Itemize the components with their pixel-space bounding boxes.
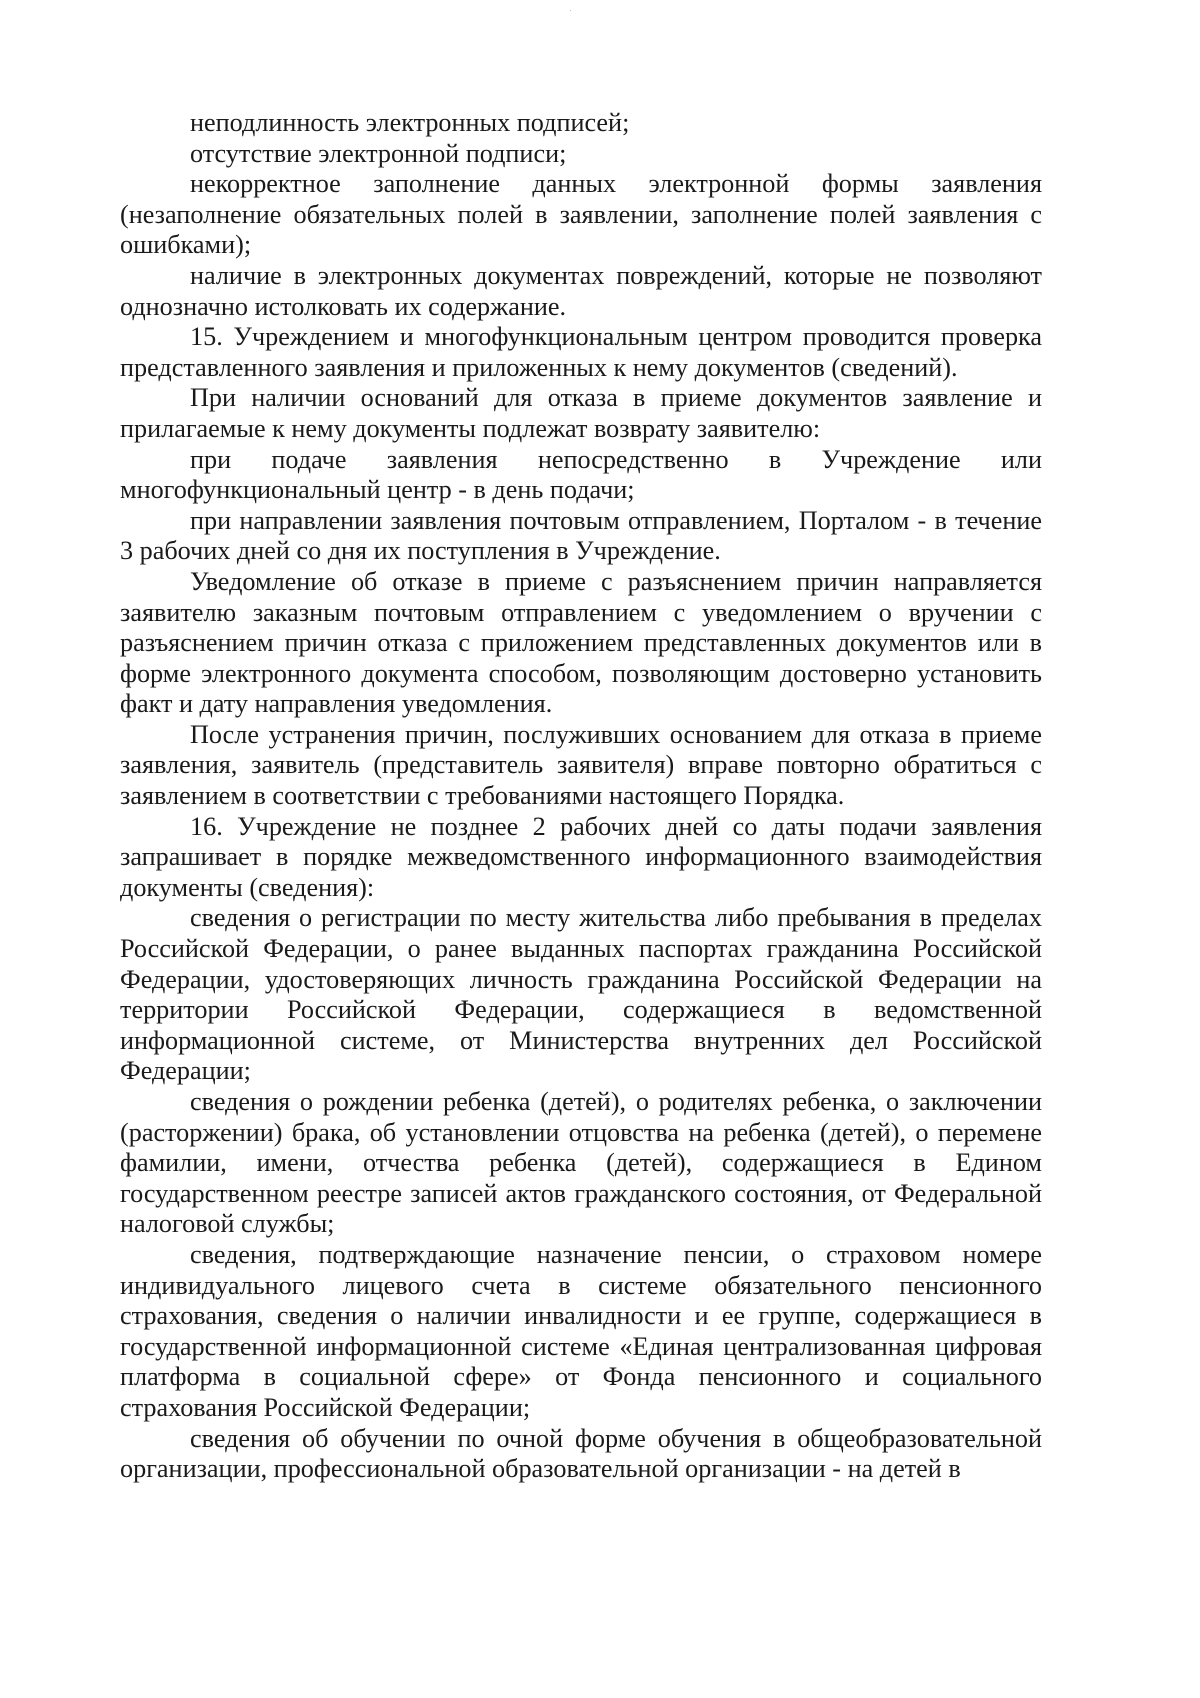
paragraph-refusal-grounds: При наличии оснований для отказа в приеме документов заявление и прилагаемые к нему документы подлежат возврату заявителю: <box>120 383 1042 443</box>
paragraph-invalid-signatures: неподлинность электронных подписей; <box>190 108 630 137</box>
paragraph-damaged-documents: наличие в электронных документах повреждений, которые не позволяют однозначно истолковать их содержание. <box>120 260 1042 321</box>
paragraph-refusal-notice: Уведомление об отказе в приеме с разъяснением причин направляется заявителю заказным почтовым отправлением с уведомлением о вручении с разъяснением причин отказа с приложением представленных документов или в форме электронного документа способом, позволяющим достоверно установить факт и дату направления уведомления. <box>120 566 1042 719</box>
paragraph-education-info: сведения об обучении по очной форме обучения в общеобразовательной организации, профессиональной образовательной организации - на детей в <box>120 1423 1042 1484</box>
scan-speck <box>570 10 571 11</box>
paragraph-direct-submission: при подаче заявления непосредственно в Учреждение или многофункциональный центр - в день подачи; <box>120 444 1042 505</box>
paragraph-registration-info: сведения о регистрации по месту жительства либо пребывания в пределах Российской Федерации, о ранее выданных паспортах гражданина Российской Федерации, удостоверяющих личность гражданина Российской Федерации на территории Российской Федерации, содержащиеся в ведомственной информационной системе, от Министерства внутренних дел Российской Федерации; <box>120 903 1042 1086</box>
paragraph-missing-signature: отсутствие электронной подписи; <box>190 138 567 168</box>
paragraph-mail-portal-submission: при направлении заявления почтовым отправлением, Порталом - в течение 3 рабочих дней со дня их поступления в Учреждение. <box>120 505 1042 566</box>
paragraph-reapplication: После устранения причин, послуживших основанием для отказа в приеме заявления, заявитель (представитель заявителя) вправе повторно обратиться с заявлением в соответствии с требованиями настоящего Порядка. <box>120 719 1042 811</box>
paragraph-pension-info: сведения, подтверждающие назначение пенсии, о страховом номере индивидуального лицевого счета в системе обязательного пенсионного страхования, сведения о наличии инвалидности и ее группе, содержащиеся в государственной информационной системе «Единая централизованная цифровая платформа в социальной сфере» от Фонда пенсионного и социального страхования Российской Федерации; <box>120 1239 1042 1422</box>
paragraph-birth-info: сведения о рождении ребенка (детей), о родителях ребенка, о заключении (расторжении) брака, об установлении отцовства на ребенка (детей), о перемене фамилии, имени, отчества ребенка (детей), содержащиеся в Едином государственном реестре записей актов гражданского состояния, от Федеральной налоговой службы; <box>120 1087 1042 1239</box>
paragraph-item-16: 16. Учреждение не позднее 2 рабочих дней со даты подачи заявления запрашивает в порядке межведомственного информационного взаимодействия документы (сведения): <box>120 811 1042 902</box>
paragraph-incorrect-form: некорректное заполнение данных электронной формы заявления (незаполнение обязательных полей в заявлении, заполнение полей заявления с ошибками); <box>120 169 1042 260</box>
document-page <box>120 108 1042 1485</box>
paragraph-item-15: 15. Учреждением и многофункциональным центром проводится проверка представленного заявления и приложенных к нему документов (сведений). <box>120 322 1042 382</box>
